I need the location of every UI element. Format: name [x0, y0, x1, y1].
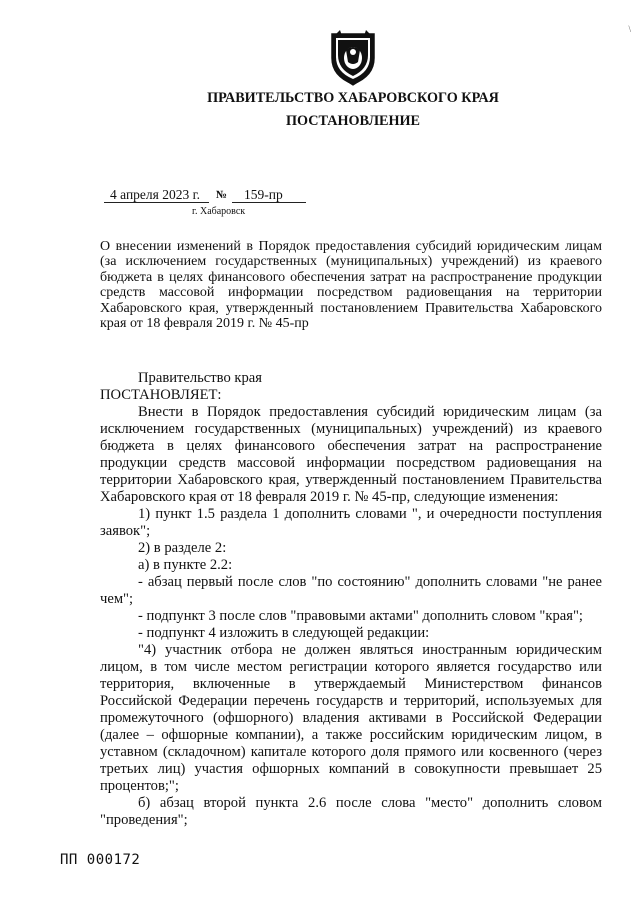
number-underline — [232, 202, 306, 203]
date-underline — [104, 202, 209, 203]
document-number: 159-пр — [244, 187, 283, 202]
government-line: Правительство края — [138, 370, 262, 386]
document-city: г. Хабаровск — [192, 206, 246, 217]
body-paragraph: а) в пункте 2.2: — [138, 557, 233, 573]
edge-mark: \ — [628, 24, 631, 34]
document-body — [100, 370, 602, 829]
body-paragraph: 2) в разделе 2: — [138, 540, 227, 556]
document-subject: О внесении изменений в Порядок предоставления субсидий юридическим лицам (за исключением государственных (муниципальных) учреждений) из краевого бюджета в целях финансового обеспечения затрат на распространение продукции средств массовой информации посредством радиовещания на территории Хабаровского края, утвержденный постановлением Правительства Хабаровского края от 18 февраля 2019 г. № 45-пр — [100, 239, 602, 332]
body-paragraph: Внести в Порядок предоставления субсидий юридическим лицам (за исключением государственных (муниципальных) учреждений) из краевого бюджета в целях финансового обеспечения затрат на распространение продукции средств массовой информации посредством радиовещания на территории Хабаровского края, утвержденный постановлением Правительства Хабаровского края от 18 февраля 2019 г. № 45-пр, следующие изменения: — [100, 404, 602, 505]
number-sign: № — [216, 189, 228, 201]
body-paragraph: - подпункт 4 изложить в следующей редакции: — [138, 625, 430, 641]
body-paragraph: "4) участник отбора не должен являться иностранным юридическим лицом, в том числе местом регистрации которого является государство или территория, включенные в утверждаемый Министерством финансов Российской Федерации перечень государств и территорий, используемых для промежуточного (офшорного) владения активами в Российской Федерации (далее – офшорные компании), а также российским юридическим лицом, в уставном (складочном) капитале которого доля прямого или косвенного (через третьих лиц) участия офшорных компаний в совокупности превышает 25 процентов;"; — [100, 642, 602, 794]
document-date: 4 апреля 2023 г. — [110, 187, 200, 202]
body-paragraph: 1) пункт 1.5 раздела 1 дополнить словами ", и очередности поступления заявок"; — [100, 506, 602, 539]
body-paragraph: - абзац первый после слов "по состоянию" дополнить словами "не ранее чем"; — [100, 574, 602, 607]
document-type-title: ПОСТАНОВЛЕНИЕ — [285, 113, 421, 129]
authority-title: ПРАВИТЕЛЬСТВО ХАБАРОВСКОГО КРАЯ — [207, 90, 499, 106]
footer-code: ПП 000172 — [60, 852, 141, 868]
body-paragraph: - подпункт 3 после слов "правовыми актами" дополнить словом "края"; — [138, 608, 583, 624]
coat-of-arms-icon — [328, 28, 378, 86]
resolves-heading: ПОСТАНОВЛЯЕТ: — [100, 387, 222, 403]
body-paragraph: б) абзац второй пункта 2.6 после слова "место" дополнить словом "проведения"; — [100, 795, 602, 828]
